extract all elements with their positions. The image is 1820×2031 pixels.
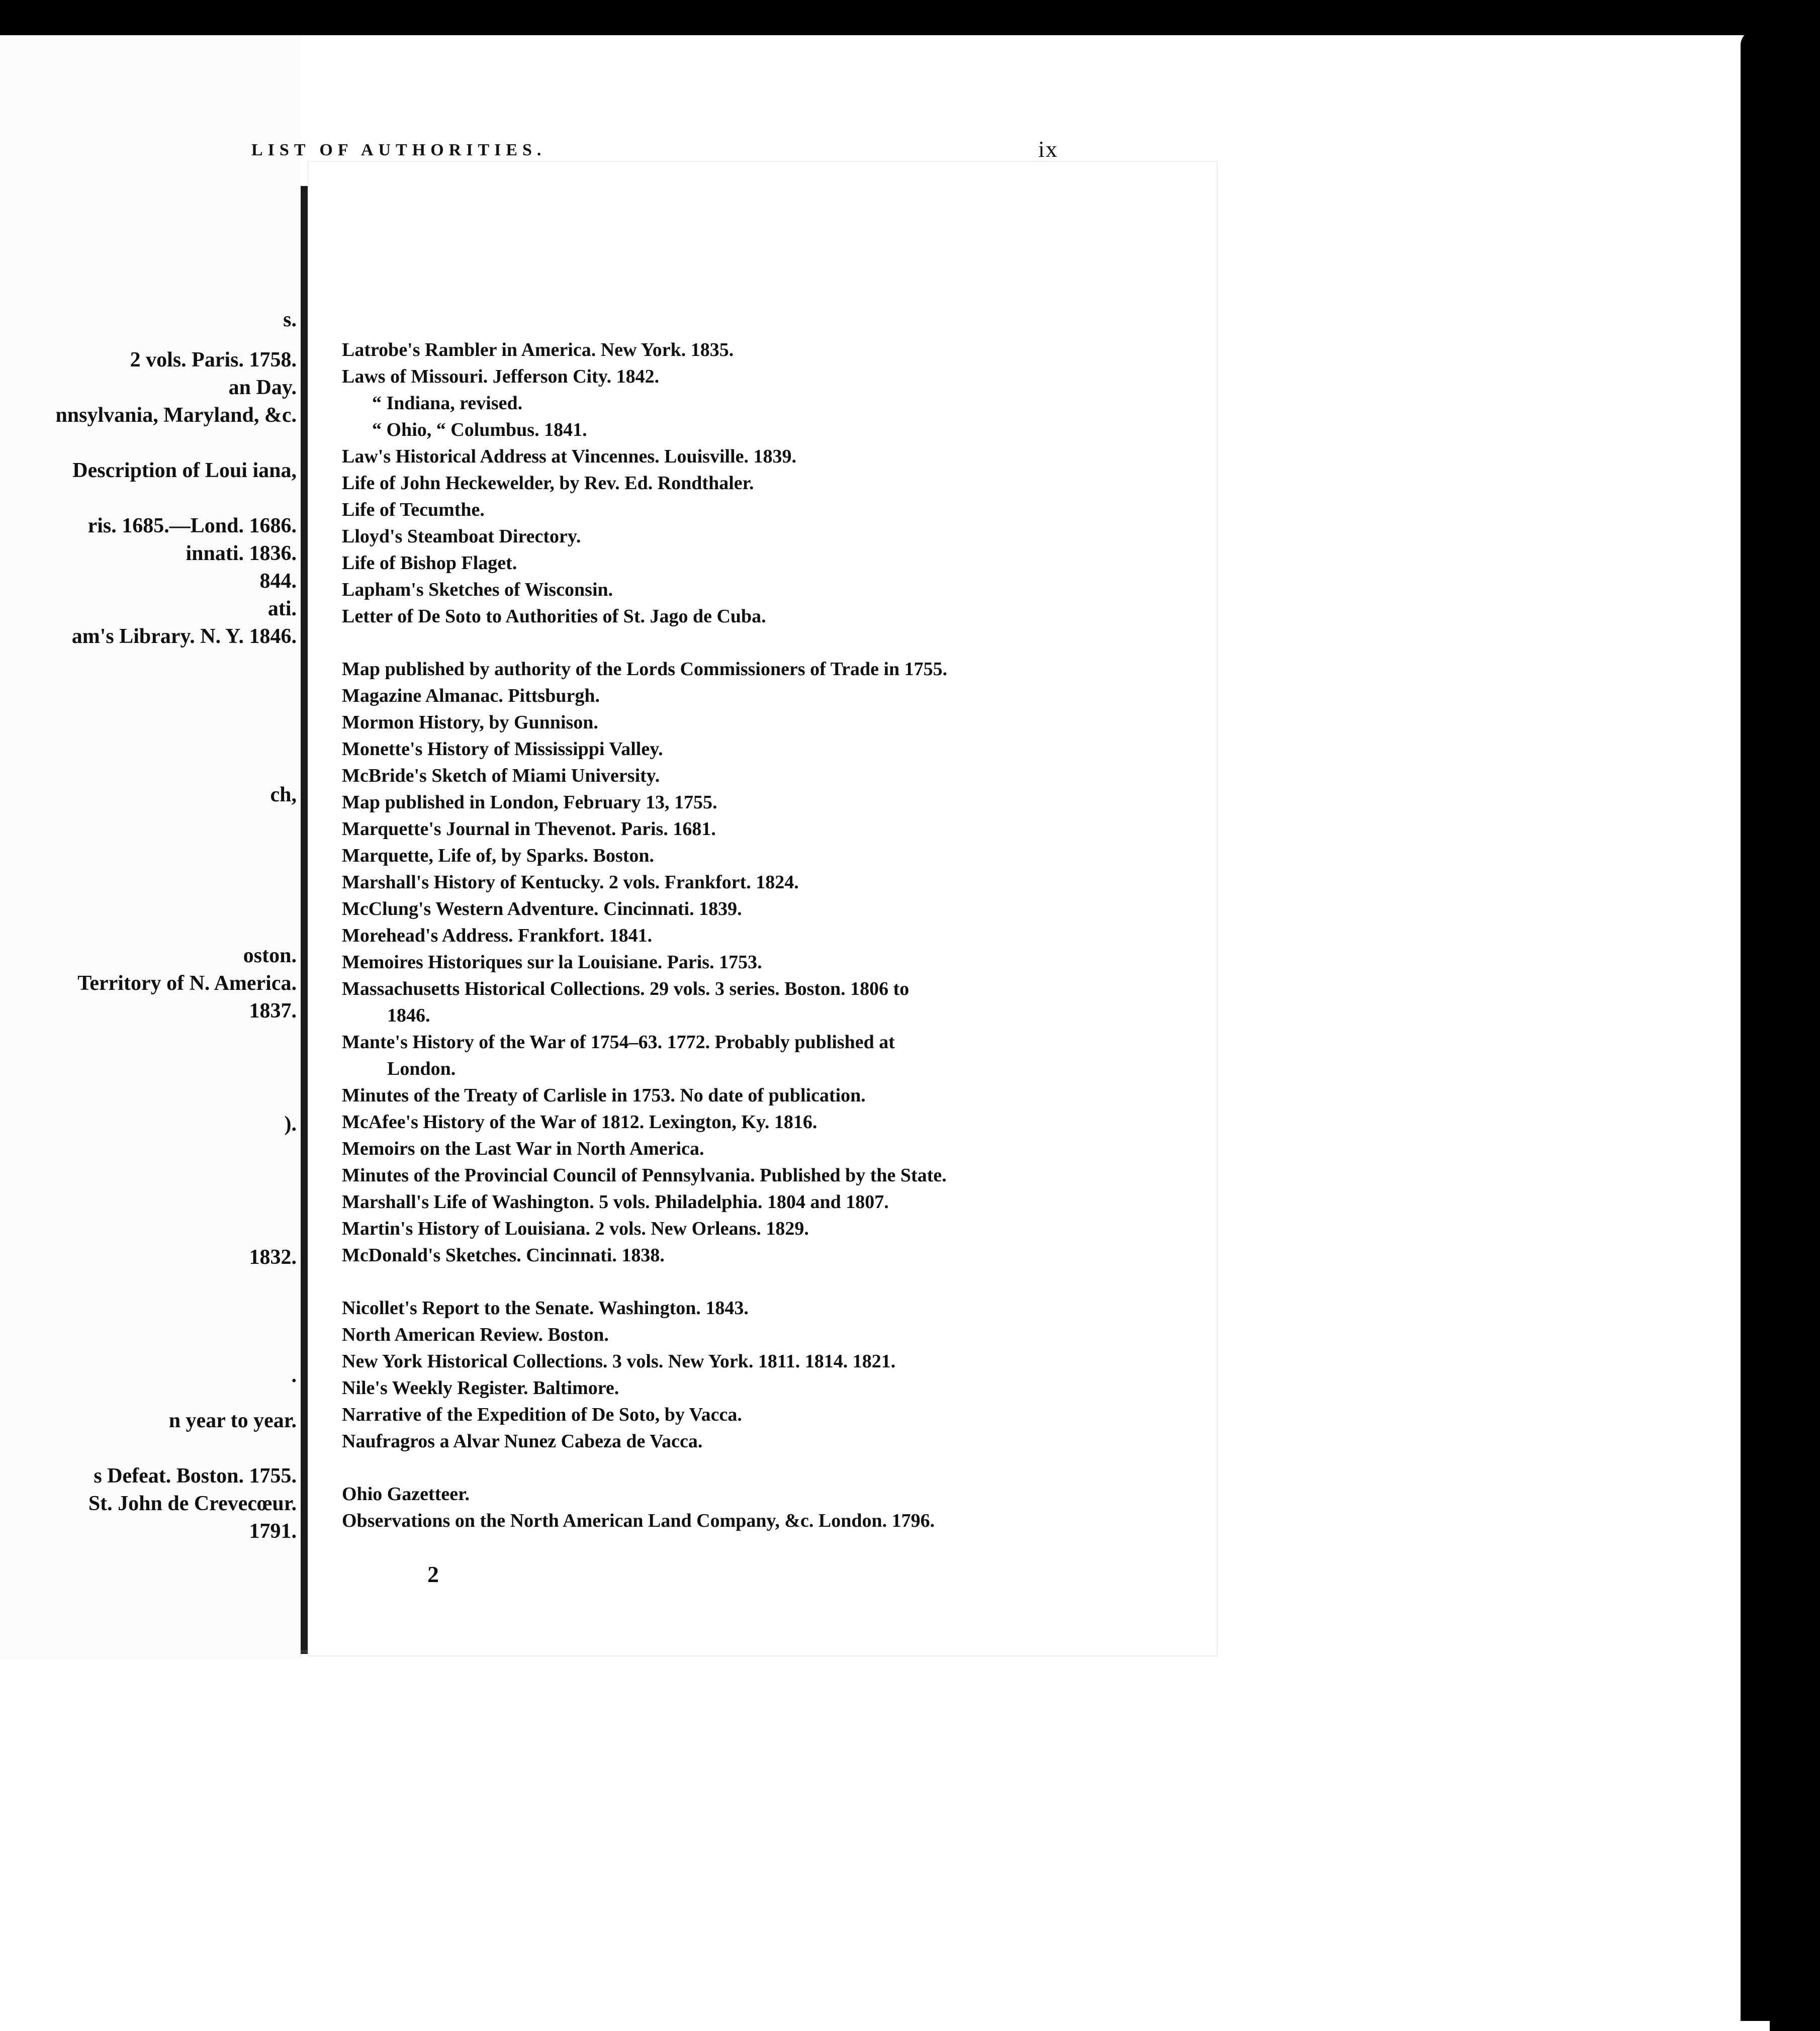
authority-entry: Memoires Historiques sur la Louisiane. Paris. 1753.: [342, 952, 762, 973]
signature-mark: 2: [427, 1561, 439, 1587]
section-gap: [342, 1455, 1207, 1481]
authority-entry: Nicollet's Report to the Senate. Washington. 1843.: [342, 1298, 749, 1319]
facing-page-fragment: 1791.: [249, 1520, 297, 1543]
facing-page-fragment: nnsylvania, Maryland, &c.: [55, 404, 297, 427]
authority-entry: London.: [387, 1058, 456, 1079]
authority-entry: Marquette, Life of, by Sparks. Boston.: [342, 845, 655, 866]
scan-border-edge: [1741, 30, 1776, 2021]
facing-page-fragment: 1837.: [249, 999, 297, 1023]
facing-page-fragment: s Defeat. Boston. 1755.: [94, 1464, 297, 1488]
authority-entry: North American Review. Boston.: [342, 1324, 609, 1345]
authority-entry: Letter of De Soto to Authorities of St. Jago de Cuba.: [342, 606, 766, 627]
facing-page-fragment: ).: [284, 1113, 297, 1136]
authority-entry: New York Historical Collections. 3 vols. New York. 1811. 1814. 1821.: [342, 1351, 896, 1372]
facing-page-fragment: am's Library. N. Y. 1846.: [71, 625, 297, 648]
authority-entry: Lloyd's Steamboat Directory.: [342, 526, 581, 547]
authority-entry: Observations on the North American Land Company, &c. London. 1796.: [342, 1510, 935, 1531]
authorities-list: [342, 337, 1207, 1534]
authority-entry: “ Ohio, “ Columbus. 1841.: [372, 419, 587, 440]
authority-entry: Map published by authority of the Lords Commissioners of Trade in 1755.: [342, 659, 948, 680]
gutter-line: [301, 186, 308, 1654]
authority-entry: Law's Historical Address at Vincennes. Louisville. 1839.: [342, 446, 796, 467]
facing-page-fragment: ch,: [270, 783, 297, 806]
authority-entry: 1846.: [387, 1005, 430, 1026]
facing-page-fragment: s.: [283, 308, 297, 331]
authority-entry: Monette's History of Mississippi Valley.: [342, 738, 663, 760]
authority-entry: McAfee's History of the War of 1812. Lexington, Ky. 1816.: [342, 1112, 817, 1133]
authority-entry: Lapham's Sketches of Wisconsin.: [342, 579, 613, 600]
authority-entry: Marshall's History of Kentucky. 2 vols. Frankfort. 1824.: [342, 872, 799, 893]
facing-page-fragment: innati. 1836.: [186, 542, 297, 565]
authority-entry: Magazine Almanac. Pittsburgh.: [342, 685, 600, 706]
facing-page-fragment: oston.: [243, 944, 297, 967]
authority-entry: Marquette's Journal in Thevenot. Paris. 1681.: [342, 818, 716, 840]
authority-entry: Life of John Heckewelder, by Rev. Ed. Rondthaler.: [342, 473, 754, 494]
authority-entry: Mante's History of the War of 1754–63. 1772. Probably published at: [342, 1032, 895, 1053]
authority-entry: Minutes of the Treaty of Carlisle in 1753. No date of publication.: [342, 1085, 866, 1106]
authority-entry: Martin's History of Louisiana. 2 vols. New Orleans. 1829.: [342, 1218, 809, 1239]
authority-entry: Morehead's Address. Frankfort. 1841.: [342, 925, 653, 946]
authority-entry: Narrative of the Expedition of De Soto, by Vacca.: [342, 1404, 742, 1425]
scan-border-top: [0, 0, 1820, 35]
page-number: ix: [1038, 136, 1058, 162]
facing-page: [0, 35, 302, 1659]
authority-entry: Laws of Missouri. Jefferson City. 1842.: [342, 366, 660, 387]
authority-entry: Naufragros a Alvar Nunez Cabeza de Vacca.: [342, 1431, 703, 1452]
facing-page-fragment: 844.: [259, 570, 297, 593]
facing-page-fragment: 1832.: [249, 1246, 297, 1269]
section-gap: [342, 1269, 1207, 1295]
authority-entry: Nile's Weekly Register. Baltimore.: [342, 1377, 619, 1399]
section-gap: [342, 630, 1207, 656]
authority-entry: Map published in London, February 13, 1755.: [342, 792, 717, 813]
authority-entry: Massachusetts Historical Collections. 29 vols. 3 series. Boston. 1806 to: [342, 978, 909, 999]
authority-entry: Ohio Gazetteer.: [342, 1484, 470, 1505]
authority-entry: Marshall's Life of Washington. 5 vols. Philadelphia. 1804 and 1807.: [342, 1191, 889, 1213]
running-head-title: LIST OF AUTHORITIES.: [251, 141, 547, 159]
authority-entry: “ Indiana, revised.: [372, 393, 523, 414]
facing-page-fragment: .: [291, 1364, 297, 1387]
facing-page-fragment: ris. 1685.—Lond. 1686.: [87, 514, 297, 537]
facing-page-fragment: Description of Loui iana,: [72, 459, 297, 482]
facing-page-fragment: ati.: [267, 597, 297, 620]
authority-entry: Mormon History, by Gunnison.: [342, 712, 598, 733]
facing-page-fragment: St. John de Crevecœur.: [88, 1492, 297, 1515]
authority-entry: Life of Tecumthe.: [342, 499, 485, 520]
facing-page-fragment: n year to year.: [168, 1409, 297, 1432]
authority-entry: McDonald's Sketches. Cincinnati. 1838.: [342, 1245, 665, 1266]
authority-entry: Life of Bishop Flaget.: [342, 552, 517, 574]
scan-border-right: [1770, 0, 1820, 2031]
facing-page-fragment: Territory of N. America.: [77, 972, 297, 995]
authority-entry: Memoirs on the Last War in North America.: [342, 1138, 704, 1159]
facing-page-fragment: an Day.: [228, 376, 297, 399]
facing-page-fragment: 2 vols. Paris. 1758.: [130, 348, 297, 372]
authority-entry: Latrobe's Rambler in America. New York. 1835.: [342, 339, 734, 360]
authority-entry: McClung's Western Adventure. Cincinnati. 1839.: [342, 898, 742, 919]
authority-entry: McBride's Sketch of Miami University.: [342, 765, 660, 786]
authority-entry: Minutes of the Provincial Council of Pennsylvania. Published by the State.: [342, 1165, 947, 1186]
